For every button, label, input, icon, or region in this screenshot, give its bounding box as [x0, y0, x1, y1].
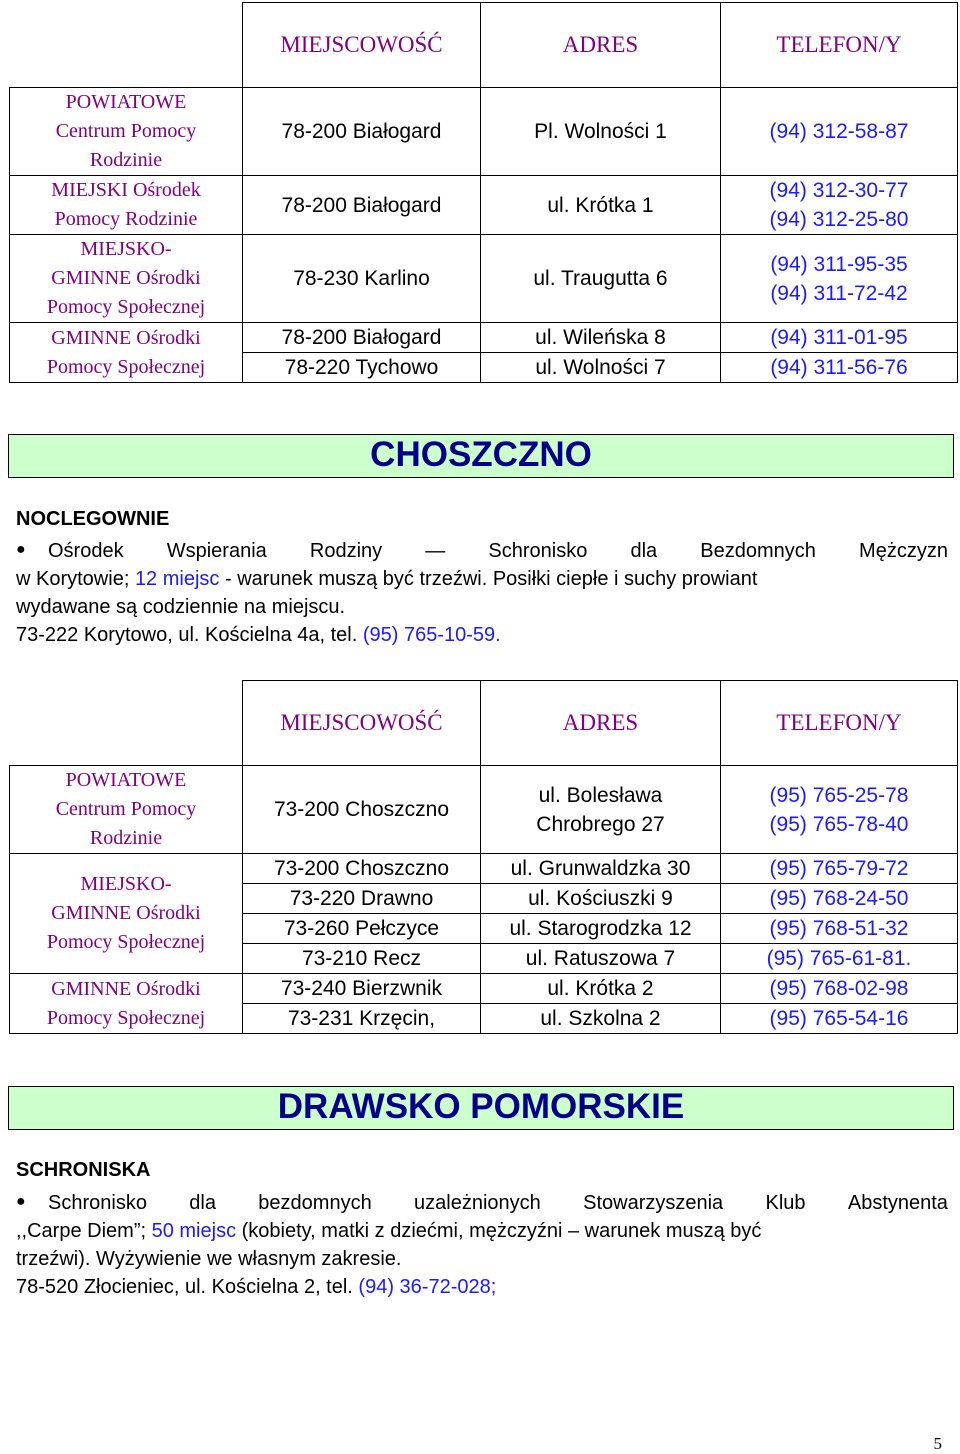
- table-cell-address: ul. Szkolna 2: [481, 1004, 721, 1034]
- table-cell-town: 73-240 Bierzwnik: [243, 974, 481, 1004]
- table-cell-address: ul. Kościuszki 9: [481, 884, 721, 914]
- table-cell-address: ul. Bolesława Chrobrego 27: [481, 766, 721, 854]
- table-cell-town: 73-220 Drawno: [243, 884, 481, 914]
- table-cell-town: 73-200 Choszczno: [243, 766, 481, 854]
- table-cell-phone: (95) 765-61-81.: [721, 944, 958, 974]
- section-banner-choszczno: CHOSZCZNO: [8, 434, 954, 478]
- table-cell-town: 73-210 Recz: [243, 944, 481, 974]
- table-cell-town: 73-231 Krzęcin,: [243, 1004, 481, 1034]
- table-cell-town: 73-260 Pełczyce: [243, 914, 481, 944]
- paragraph-line: Ośrodek Wspierania Rodziny — Schronisko dla Bezdomnych Mężczyzn: [48, 540, 948, 562]
- table-cell-phone: (95) 768-02-98: [721, 974, 958, 1004]
- table-cell-address: ul. Grunwaldzka 30: [481, 854, 721, 884]
- table-cell-phone: (95) 765-79-72: [721, 854, 958, 884]
- header-miejscowosc: MIEJSCOWOŚĆ: [243, 3, 481, 88]
- header-telefon: TELEFON/Y: [721, 681, 958, 766]
- header-adres: ADRES: [481, 681, 721, 766]
- table-cell-address: ul. Starogrodzka 12: [481, 914, 721, 944]
- table-cell-town: 78-200 Białogard: [243, 88, 481, 176]
- page-number: 5: [933, 1434, 942, 1453]
- table-bialogard-centers: [9, 2, 958, 383]
- table-cell-phone: (94) 312-58-87: [721, 88, 958, 176]
- paragraph-line: w Korytowie; 12 miejsc - warunek muszą być trzeźwi. Posiłki ciepłe i suchy prowiant: [16, 568, 758, 590]
- category-miejsko-gminne: MIEJSKO- GMINNE Ośrodki Pomocy Społecznej: [10, 235, 243, 323]
- bullet-icon: ●: [16, 541, 26, 558]
- address-line: 73-222 Korytowo, ul. Kościelna 4a, tel. (95) 765-10-59.: [16, 624, 501, 646]
- table-cell-phone: (94) 311-56-76: [721, 353, 958, 383]
- category-powiatowe: POWIATOWE Centrum Pomocy Rodzinie: [10, 88, 243, 176]
- address-line: 78-520 Złocieniec, ul. Kościelna 2, tel. (94) 36-72-028;: [16, 1276, 497, 1298]
- table-cell-phone: (95) 768-24-50: [721, 884, 958, 914]
- paragraph-line: trzeźwi). Wyżywienie we własnym zakresie.: [16, 1248, 402, 1270]
- subheading-schroniska: SCHRONISKA: [16, 1159, 151, 1181]
- table-cell-address: ul. Wolności 7: [481, 353, 721, 383]
- table-cell-town: 78-200 Białogard: [243, 323, 481, 353]
- table-cell-phone: (94) 311-01-95: [721, 323, 958, 353]
- table-cell-address: Pl. Wolności 1: [481, 88, 721, 176]
- table-cell-town: 78-220 Tychowo: [243, 353, 481, 383]
- header-miejscowosc: MIEJSCOWOŚĆ: [243, 681, 481, 766]
- category-miejski: MIEJSKI Ośrodek Pomocy Rodzinie: [10, 176, 243, 235]
- category-powiatowe: POWIATOWE Centrum Pomocy Rodzinie: [10, 766, 243, 854]
- table-cell-phone: (95) 768-51-32: [721, 914, 958, 944]
- paragraph-line: wydawane są codziennie na miejscu.: [16, 596, 346, 618]
- paragraph-line: ,,Carpe Diem”; 50 miejsc (kobiety, matki z dziećmi, mężczyźni – warunek muszą być: [16, 1220, 762, 1242]
- table-cell-town: 78-200 Białogard: [243, 176, 481, 235]
- category-gminne: GMINNE Ośrodki Pomocy Społecznej: [10, 974, 243, 1034]
- table-cell-phone: (95) 765-25-78 (95) 765-78-40: [721, 766, 958, 854]
- category-gminne: GMINNE Ośrodki Pomocy Społecznej: [10, 323, 243, 383]
- category-miejsko-gminne: MIEJSKO- GMINNE Ośrodki Pomocy Społecznej: [10, 854, 243, 974]
- section-banner-drawsko-pomorskie: DRAWSKO POMORSKIE: [8, 1086, 954, 1130]
- table-cell-town: 73-200 Choszczno: [243, 854, 481, 884]
- table-cell-address: ul. Ratuszowa 7: [481, 944, 721, 974]
- header-adres: ADRES: [481, 3, 721, 88]
- table-cell-phone: (94) 311-95-35 (94) 311-72-42: [721, 235, 958, 323]
- subheading-noclegownie: NOCLEGOWNIE: [16, 508, 170, 530]
- table-cell-address: ul. Krótka 2: [481, 974, 721, 1004]
- table-cell-address: ul. Krótka 1: [481, 176, 721, 235]
- paragraph-line: Schronisko dla bezdomnych uzależnionych Stowarzyszenia Klub Abstynenta: [48, 1192, 948, 1214]
- header-telefon: TELEFON/Y: [721, 3, 958, 88]
- table-cell-phone: (95) 765-54-16: [721, 1004, 958, 1034]
- table-cell-phone: (94) 312-30-77 (94) 312-25-80: [721, 176, 958, 235]
- table-cell-address: ul. Traugutta 6: [481, 235, 721, 323]
- bullet-icon: ●: [16, 1193, 26, 1210]
- table-cell-address: ul. Wileńska 8: [481, 323, 721, 353]
- table-choszczno-centers: [9, 680, 958, 1034]
- table-cell-town: 78-230 Karlino: [243, 235, 481, 323]
